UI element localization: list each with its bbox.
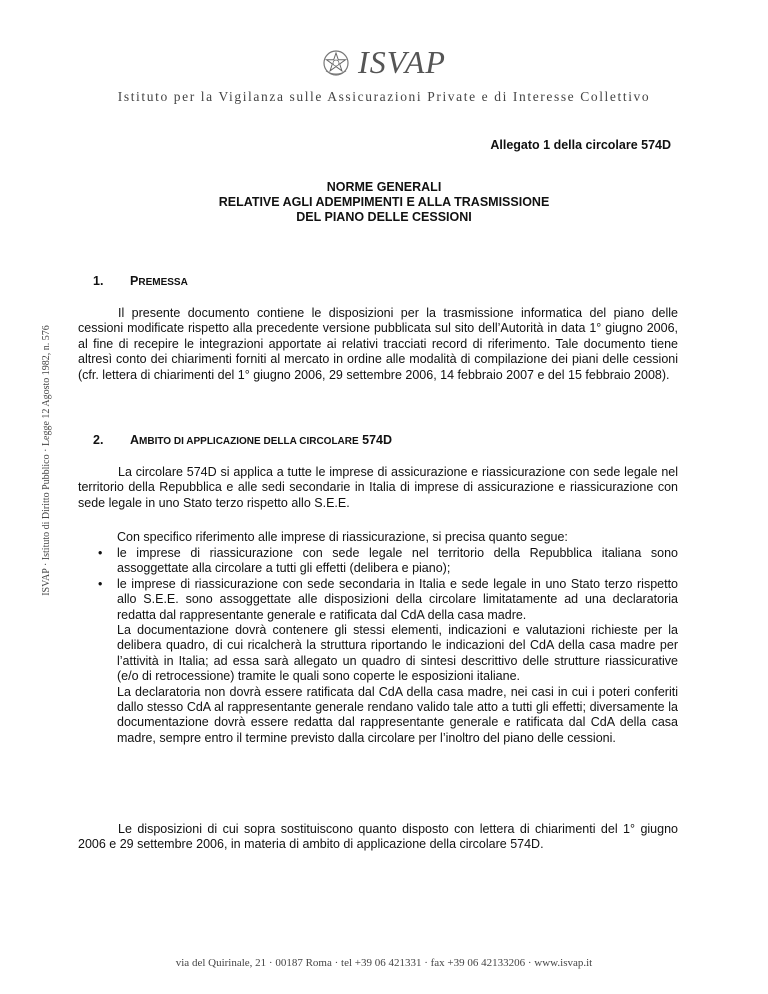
bullet-icon: • [98, 576, 103, 591]
institute-name: Istituto per la Vigilanza sulle Assicurazioni Private e di Interesse Collettivo [117, 89, 651, 104]
section-1-heading: 1. PREMESSA [93, 274, 188, 288]
document-title [0, 180, 768, 225]
section-number: 1. [93, 274, 104, 288]
list-item: • le imprese di riassicurazione con sede secondaria in Italia e sede legale in uno Stato terzo rispetto allo S.E.E. sono assoggettate alle disposizioni della circolare limitatamente ad una declaratoria redatta dal rappresentante generale e ratificata dal CdA della casa madre. [98, 576, 678, 622]
footer-address: via del Quirinale, 21 · 00187 Roma · tel +39 06 421331 · fax +39 06 42133206 · www.isvap.it [175, 957, 593, 969]
section-number: 2. [93, 433, 104, 447]
title-line-2: RELATIVE AGLI ADEMPIMENTI E ALLA TRASMISSIONE [218, 195, 550, 209]
closing-paragraph: Le disposizioni di cui sopra sostituiscono quanto disposto con lettera di chiarimenti del 1° giugno 2006 e 29 settembre 2006, in materia di ambito di applicazione della circolare 574D. [78, 822, 678, 852]
list-item: • le imprese di riassicurazione con sede legale nel territorio della Repubblica italiana sono assoggettate alla circolare a tutti gli effetti (delibera e piano); [98, 546, 678, 576]
bullet-continuation: La declaratoria non dovrà essere ratificata dal CdA della casa madre, nei casi in cui i poteri conferiti dallo stesso CdA al rappresentante generale rendano valido tale atto a tutti gli effetti; diversamente la documentazione dovrà essere redatta dal rappresentante generale e ratificata dal CdA della casa madre, sempre entro il termine previsto dalla circolare per l’inoltro del piano delle cessioni. [117, 684, 678, 745]
annex-label: Allegato 1 della circolare 574D [490, 138, 671, 152]
section-2-heading: 2. AMBITO DI APPLICAZIONE DELLA CIRCOLARE 574D [93, 433, 393, 447]
section-2-paragraph: La circolare 574D si applica a tutte le imprese di assicurazione e riassicurazione con sede legale nel territorio della Repubblica e alle sedi secondarie in Italia di imprese di assicurazione e riassicurazione con sede legale in uno Stato terzo rispetto allo S.E.E. [78, 465, 678, 510]
side-legal-text: ISVAP · Istituto di Diritto Pubblico · Legge 12 Agosto 1982, n. 576 [40, 324, 52, 596]
bullet-continuation: La documentazione dovrà contenere gli stessi elementi, indicazioni e valutazioni richieste per la delibera quadro, di cui ricalcherà la struttura riportando le indicazioni del CdA della casa madre per l’attività in Italia; ad essa sarà allegato un quadro di sintesi descrittivo delle strutture riassicurative (e/o di retrocessione) tramite le quali sono coperte le esposizioni italiane. [117, 623, 678, 684]
bullet-list [98, 546, 678, 746]
italian-republic-emblem-icon [322, 49, 350, 77]
brand [0, 44, 768, 81]
title-line-1: NORME GENERALI [326, 180, 442, 194]
letterhead [0, 44, 768, 105]
brand-name: ISVAP [358, 44, 446, 80]
list-intro: Con specifico riferimento alle imprese di riassicurazione, si precisa quanto segue: [117, 530, 568, 544]
bullet-icon: • [98, 546, 103, 560]
title-line-3: DEL PIANO DELLE CESSIONI [296, 210, 472, 224]
section-1-paragraph: Il presente documento contiene le disposizioni per la trasmissione informatica del piano delle cessioni modificate rispetto alla precedente versione pubblicata sul sito dell’Autorità in data 1° giugno 2006, al fine di recepire le integrazioni apportate ai relativi tracciati record di riferimento. Tale documento tiene altresì conto dei chiarimenti forniti al mercato in ordine alle modalità di compilazione dei piani delle cessioni (cfr. lettera di chiarimenti del 1° giugno 2006, 29 settembre 2006, 14 febbraio 2007 e del 15 febbraio 2008). [78, 306, 678, 382]
